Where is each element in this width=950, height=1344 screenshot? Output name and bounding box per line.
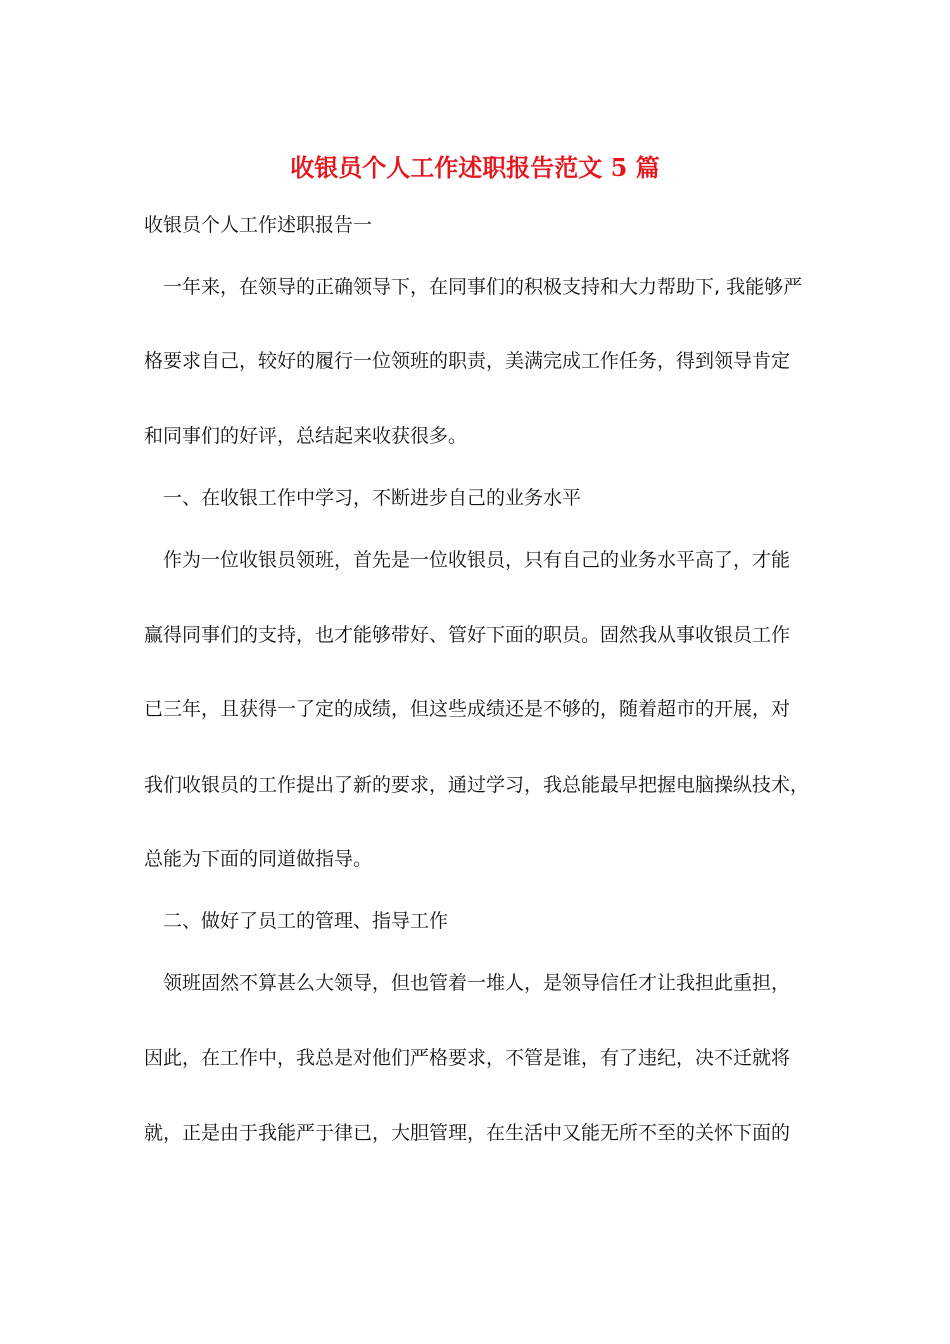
paragraph-line: 总能为下面的同道做指导。 [144,848,373,870]
paragraph-line: 就，正是由于我能严于律已，大胆管理，在生活中又能无所不至的关怀下面的 [144,1122,791,1144]
paragraph-line: 一年来，在领导的正确领导下，在同事们的积极支持和大力帮助下, 我能够严 [163,276,803,298]
paragraph-line: 已三年，且获得一了定的成绩，但这些成绩还是不够的，随着超市的开展，对 [144,698,791,720]
subheading: 一、在收银工作中学习，不断进步自己的业务水平 [163,487,582,509]
subheading: 二、做好了员工的管理、指导工作 [163,910,449,932]
paragraph-line: 因此，在工作中，我总是对他们严格要求，不管是谁，有了违纪，决不迁就将 [144,1047,791,1069]
paragraph-line: 赢得同事们的支持，也才能够带好、管好下面的职员。固然我从事收银员工作 [144,624,791,646]
paragraph-line: 格要求自己，较好的履行一位领班的职责，美满完成工作任务，得到领导肯定 [144,350,791,372]
document-title: 收银员个人工作述职报告范文 5 篇 [290,153,660,182]
paragraph-line: 和同事们的好评，总结起来收获很多。 [144,425,468,447]
paragraph-line: 我们收银员的工作提出了新的要求，通过学习，我总能最早把握电脑操纵技术， [144,774,810,796]
section-heading: 收银员个人工作述职报告一 [144,214,373,236]
paragraph-line: 领班固然不算甚么大领导，但也管着一堆人，是领导信任才让我担此重担， [163,972,791,994]
paragraph-line: 作为一位收银员领班，首先是一位收银员，只有自己的业务水平高了，才能 [163,549,791,571]
